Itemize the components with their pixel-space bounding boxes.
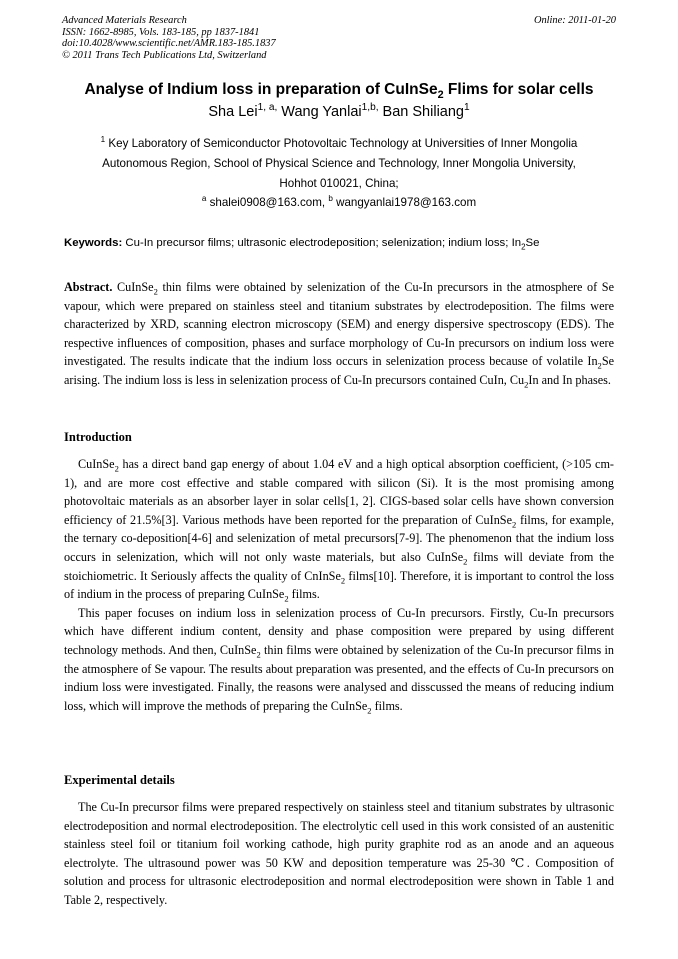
issn-line: ISSN: 1662-8985, Vols. 183-185, pp 1837-1841 — [62, 26, 260, 38]
affiliation: $^1$ Key Laboratory of Semiconductor Photovoltaic Technology at Universities of Inner Mongolia Autonomous Region, School of Physical Science and Technology, Inner Mongolia University, Hohhot 010021, China; — [100, 135, 578, 190]
journal-name: Advanced Materials Research — [62, 15, 187, 26]
experimental-body: The Cu-In precursor films were prepared respectively on stainless steel and titanium substrates by ultrasonic electrodeposition and normal electrodeposition. The electrolytic cell used in this work consisted of an austenitic stainless steel foil or titanium foil working cathode, high purity graphite rod as an anode and an aqueous electrolyte. The ultrasound power was 50 KW and deposition temperature was 25-30 ℃. Composition of solution and process for ultrasonic electrodeposition and normal electrodeposition were shown in Table 1 and Table 2, respectively. — [64, 800, 614, 907]
doi-line: doi:10.4028/www.scientific.net/AMR.183-185.1837 — [62, 38, 276, 49]
journal-header — [62, 15, 616, 61]
keywords: Keywords: Cu-In precursor films; ultrasonic electrodeposition; selenization; indium loss; $In_2Se$ — [64, 237, 540, 252]
experimental-heading: Experimental details — [64, 773, 175, 787]
author-list: Sha Lei$^{1, a,}$ Wang Yanlai$^{1,b,}$ Ban Shiliang$^1$ — [208, 102, 470, 120]
copyright-line: © 2011 Trans Tech Publications Ltd, Switzerland — [62, 49, 267, 61]
author-emails: $^a$ shalei0908@163.com, $^b$ wangyanlai1978@163.com — [201, 194, 477, 209]
online-date: Online: 2011-01-20 — [533, 15, 616, 26]
paper-title: Analyse of Indium loss in preparation of CuInSe$_2$ Flims for solar cells — [84, 81, 594, 102]
introduction-heading: Introduction — [64, 430, 132, 444]
introduction-body: CuInSe$_2$ has a direct band gap energy of about 1.04 eV and a high optical absorption coefficient, (>105 cm-1), and are more cost effective and stable compared with silicon (Si). It is the most promising among photovoltaic materials as an absorber layer in solar cells[1, 2]. CIGS-based solar cells have shown conversion efficiency of 21.5%[3]. Various methods have been reported for the preparation of CuInSe$_2$ films, for example, the ternary co-deposition[4-6] and selenization of metal precursors[7-9]. The phenomenon that the indium loss occurs in selenization, which will not only waste materials, but also CuInSe$_2$ films will deviate from the stoichiometric. It Seriously affects the quality of CnInSe$_2$ films[10]. Therefore, it is important to control the loss of indium in the process of preparing CuInSe$_2$ films. This paper focuses on indium loss in selenization process of Cu-In precursors. Firstly, Cu-In precursors which have different indium content, density and phase composition were prepared by using different technology methods. And then, CuInSe$_2$ thin films were obtained by selenization of the Cu-In precursor films in the atmosphere of Se vapour. The results about preparation was presented, and the effects of Cu-In precursors on indium loss were investigated. Finally, the reasons were analysed and disscussed the means of reducing indium loss, which will improve the methods of preparing the CuInSe$_2$ films. — [64, 457, 614, 716]
abstract: Abstract. CuInSe$_2$ thin films were obtained by selenization of the Cu-In precursors in the atmosphere of Se vapour, which were prepared on stainless steel and titanium substrates by electrodeposition. The films were characterized by XRD, scanning electron microscopy (SEM) and energy dispersive spectroscopy (EDS). The respective influences of composition, phases and surface morphology of Cu-In precursors on indium loss were investigated. The results indicate that the indium loss occurs in selenization process because of volatile $In_2Se$ arising. The indium loss is less in selenization process of Cu-In precursors contained CuIn, $Cu_2In$ and In phases. — [64, 280, 614, 390]
